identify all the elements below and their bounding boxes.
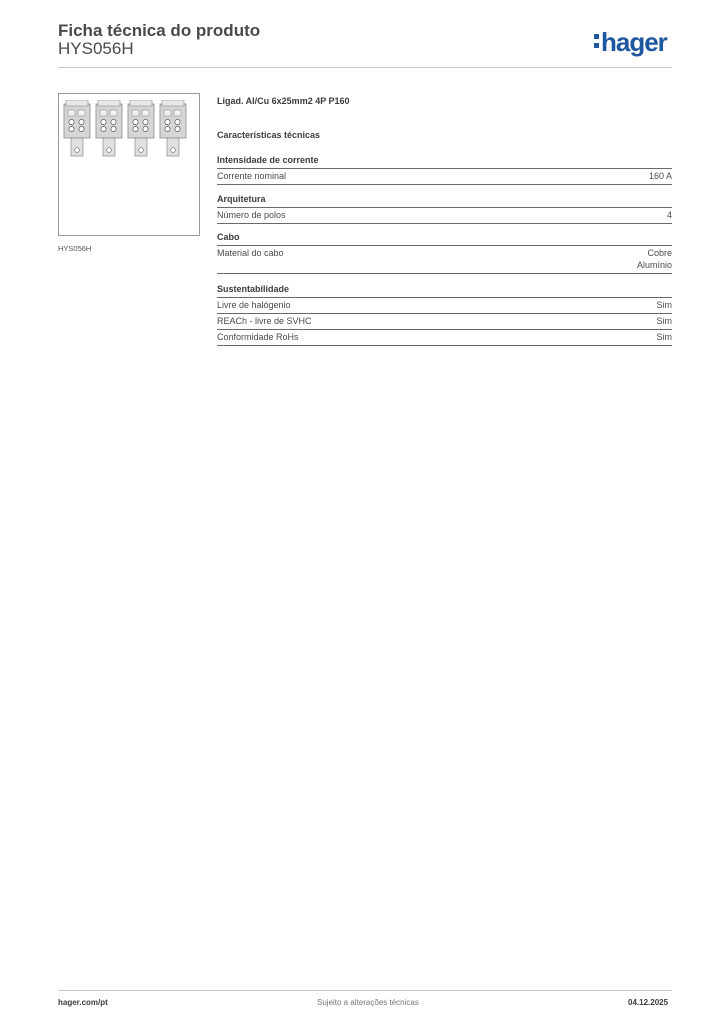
- terminal-block-4p-image: [62, 100, 198, 162]
- row-value: Sim: [656, 316, 672, 326]
- section-title: Cabo: [217, 232, 672, 246]
- footer-disclaimer: Sujeito a alterações técnicas: [317, 998, 419, 1007]
- section-cable: [217, 232, 672, 274]
- product-name: Ligad. Al/Cu 6x25mm2 4P P160: [217, 96, 350, 106]
- row-value-line: Cobre: [647, 248, 672, 258]
- row-label: Material do cabo: [217, 248, 284, 258]
- hager-logo: [594, 27, 667, 57]
- logo-dots-icon: [594, 27, 599, 48]
- logo-text: hager: [601, 27, 667, 57]
- row-value: [637, 247, 672, 271]
- document-title: Ficha técnica do produto: [58, 21, 261, 40]
- product-code: HYS056H: [58, 39, 134, 58]
- row-value: Sim: [656, 300, 672, 310]
- row-value: Sim: [656, 332, 672, 342]
- row-value-line: Alumínio: [636, 260, 672, 270]
- footer-date: 04.12.2025: [628, 998, 669, 1007]
- header-divider: [58, 67, 672, 68]
- table-row: [217, 208, 672, 224]
- section-title: Arquitetura: [217, 194, 672, 208]
- row-value: 4: [666, 210, 672, 220]
- section-title: Sustentabilidade: [217, 284, 672, 298]
- product-image: [58, 93, 200, 236]
- row-label: REACh - livre de SVHC: [217, 316, 312, 326]
- row-label: Corrente nominal: [217, 171, 287, 181]
- row-label: Conformidade RoHs: [217, 332, 299, 342]
- footer-website-link[interactable]: hager.com/pt: [58, 998, 108, 1007]
- footer-divider: [58, 990, 672, 991]
- row-label: Livre de halógenio: [217, 300, 291, 310]
- row-label: Número de polos: [217, 210, 286, 220]
- image-caption: HYS056H: [58, 244, 92, 253]
- table-row: [217, 298, 672, 314]
- row-value: 160 A: [648, 171, 672, 181]
- spec-title: Características técnicas: [217, 130, 321, 140]
- section-architecture: [217, 194, 672, 224]
- table-row: [217, 330, 672, 346]
- table-row: [217, 246, 672, 274]
- table-row: [217, 314, 672, 330]
- section-sustainability: [217, 284, 672, 346]
- table-row: [217, 169, 672, 185]
- section-current: [217, 155, 672, 185]
- section-title: Intensidade de corrente: [217, 155, 672, 169]
